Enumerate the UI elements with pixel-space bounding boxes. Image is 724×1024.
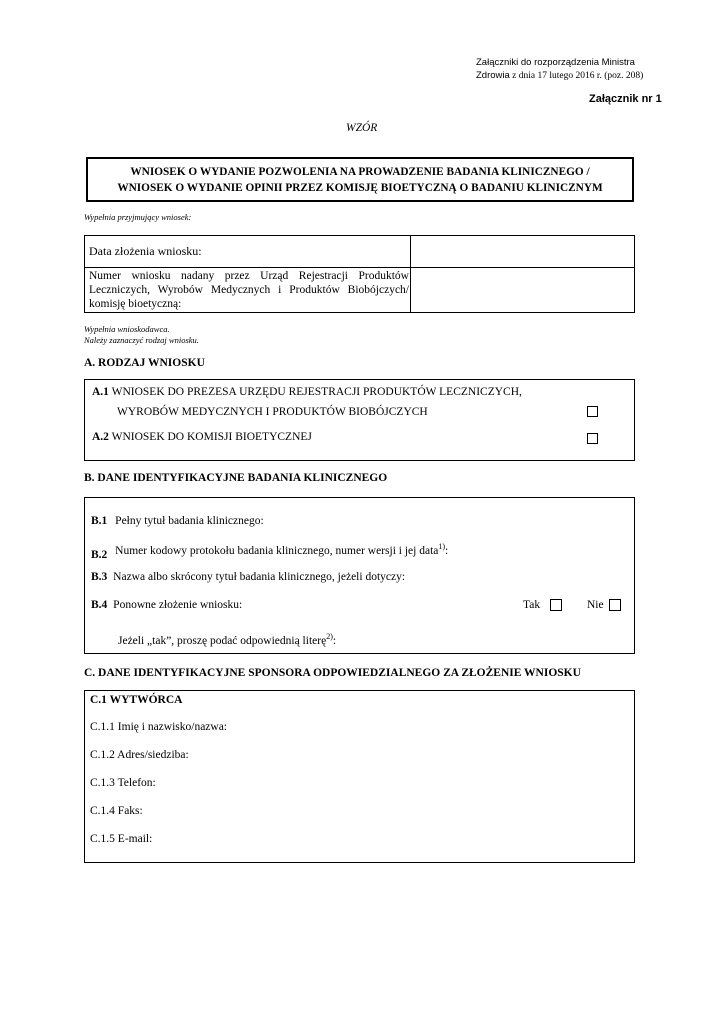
b3-text: Nazwa albo skrócony tytuł badania klinicznego, jeżeli dotyczy: [113, 571, 406, 583]
a1-line2: WYROBÓW MEDYCZNYCH I PRODUKTÓW BIOBÓJCZYCH [117, 406, 428, 418]
b4-text: Ponowne złożenie wniosku: [113, 599, 243, 611]
a1-line1 [92, 386, 522, 398]
b2-footnote: 1) [438, 542, 446, 551]
b4-row [91, 599, 242, 611]
b3-code: B.3 [91, 571, 108, 583]
application-number-label-3: komisję bioetyczną: [89, 298, 182, 310]
submission-date-label: Data złożenia wniosku: [89, 244, 202, 258]
b2-colon: : [445, 544, 449, 557]
receiver-note: Wypełnia przyjmujący wniosek: [84, 212, 192, 222]
section-b-heading: B. DANE IDENTYFIKACYJNE BADANIA KLINICZNEGO [84, 472, 388, 484]
b2-row [91, 542, 449, 561]
application-number-field[interactable] [411, 268, 634, 312]
a1-text-1: WNIOSEK DO PREZESA URZĘDU REJESTRACJI PRODUKTÓW LECZNICZYCH, [108, 386, 522, 398]
template-label: WZÓR [346, 122, 378, 134]
nie-checkbox[interactable] [609, 599, 621, 611]
a2-text: WNIOSEK DO KOMISJI BIOETYCZNEJ [108, 431, 312, 443]
a1-code: A.1 [92, 386, 109, 398]
section-a-heading: A. RODZAJ WNIOSKU [84, 357, 205, 369]
b1-code: B.1 [91, 515, 108, 527]
a1-checkbox[interactable] [587, 406, 598, 417]
if-yes-footnote: 2) [326, 632, 333, 641]
title-line2: WNIOSEK O WYDANIE OPINII PRZEZ KOMISJĘ BIOETYCZNĄ O BADANIU KLINICZNYM [117, 182, 603, 194]
tak-label: Tak [523, 599, 541, 611]
b2-text: Numer kodowy protokołu badania klinicznego, numer wersji i jej data [115, 544, 439, 557]
b2-code: B.2 [91, 548, 108, 561]
title-line1: WNIOSEK O WYDANIE POZWOLENIA NA PROWADZENIE BADANIA KLINICZNEGO / [130, 166, 590, 178]
if-yes-text: Jeżeli „tak”, proszę podać odpowiednią literę [118, 634, 327, 647]
c15-label: C.1.5 E-mail: [90, 833, 153, 845]
a2-line [92, 431, 312, 443]
regulation-note-line1: Załączniki do rozporządzenia Ministra [476, 57, 635, 68]
section-b-box [84, 497, 635, 654]
c1-heading: C.1 WYTWÓRCA [90, 694, 183, 706]
a2-checkbox[interactable] [587, 433, 598, 444]
b4-code: B.4 [91, 599, 108, 611]
receiver-table [84, 235, 635, 313]
section-c-box [84, 690, 635, 863]
c14-label: C.1.4 Faks: [90, 805, 143, 817]
title-box [86, 157, 634, 202]
tak-checkbox[interactable] [550, 599, 562, 611]
regulation-note-line2 [476, 70, 643, 81]
annex-number: Załącznik nr 1 [589, 93, 662, 105]
applicant-note-line2: Należy zaznaczyć rodzaj wniosku. [84, 335, 199, 345]
nie-label: Nie [587, 599, 604, 611]
b1-row [91, 515, 264, 527]
application-number-label-1: Numer wniosku nadany przez Urząd Rejestracji Produktów [89, 270, 409, 282]
c11-label: C.1.1 Imię i nazwisko/nazwa: [90, 721, 228, 733]
application-number-label [89, 269, 409, 311]
submission-date-field[interactable] [411, 236, 634, 267]
a2-code: A.2 [92, 431, 109, 443]
applicant-note-line1: Wypełnia wnioskodawca. [84, 324, 170, 334]
applicant-note [84, 324, 199, 346]
c12-label: C.1.2 Adres/siedziba: [90, 749, 189, 761]
b3-row [91, 571, 405, 583]
section-c-heading: C. DANE IDENTYFIKACYJNE SPONSORA ODPOWIEDZIALNEGO ZA ZŁOŻENIE WNIOSKU [84, 667, 581, 679]
if-yes-row [118, 632, 336, 647]
c13-label: C.1.3 Telefon: [90, 777, 156, 789]
application-number-label-2: Leczniczych, Wyrobów Medycznych i Produktów Biobójczych/ [89, 284, 409, 296]
regulation-note-zdrowia: Zdrowia [476, 70, 510, 81]
regulation-note-date: z dnia 17 lutego 2016 r. (poz. 208) [512, 71, 644, 81]
if-yes-colon: : [332, 634, 337, 647]
b1-text: Pełny tytuł badania klinicznego: [115, 515, 264, 527]
section-a-box [84, 379, 635, 461]
